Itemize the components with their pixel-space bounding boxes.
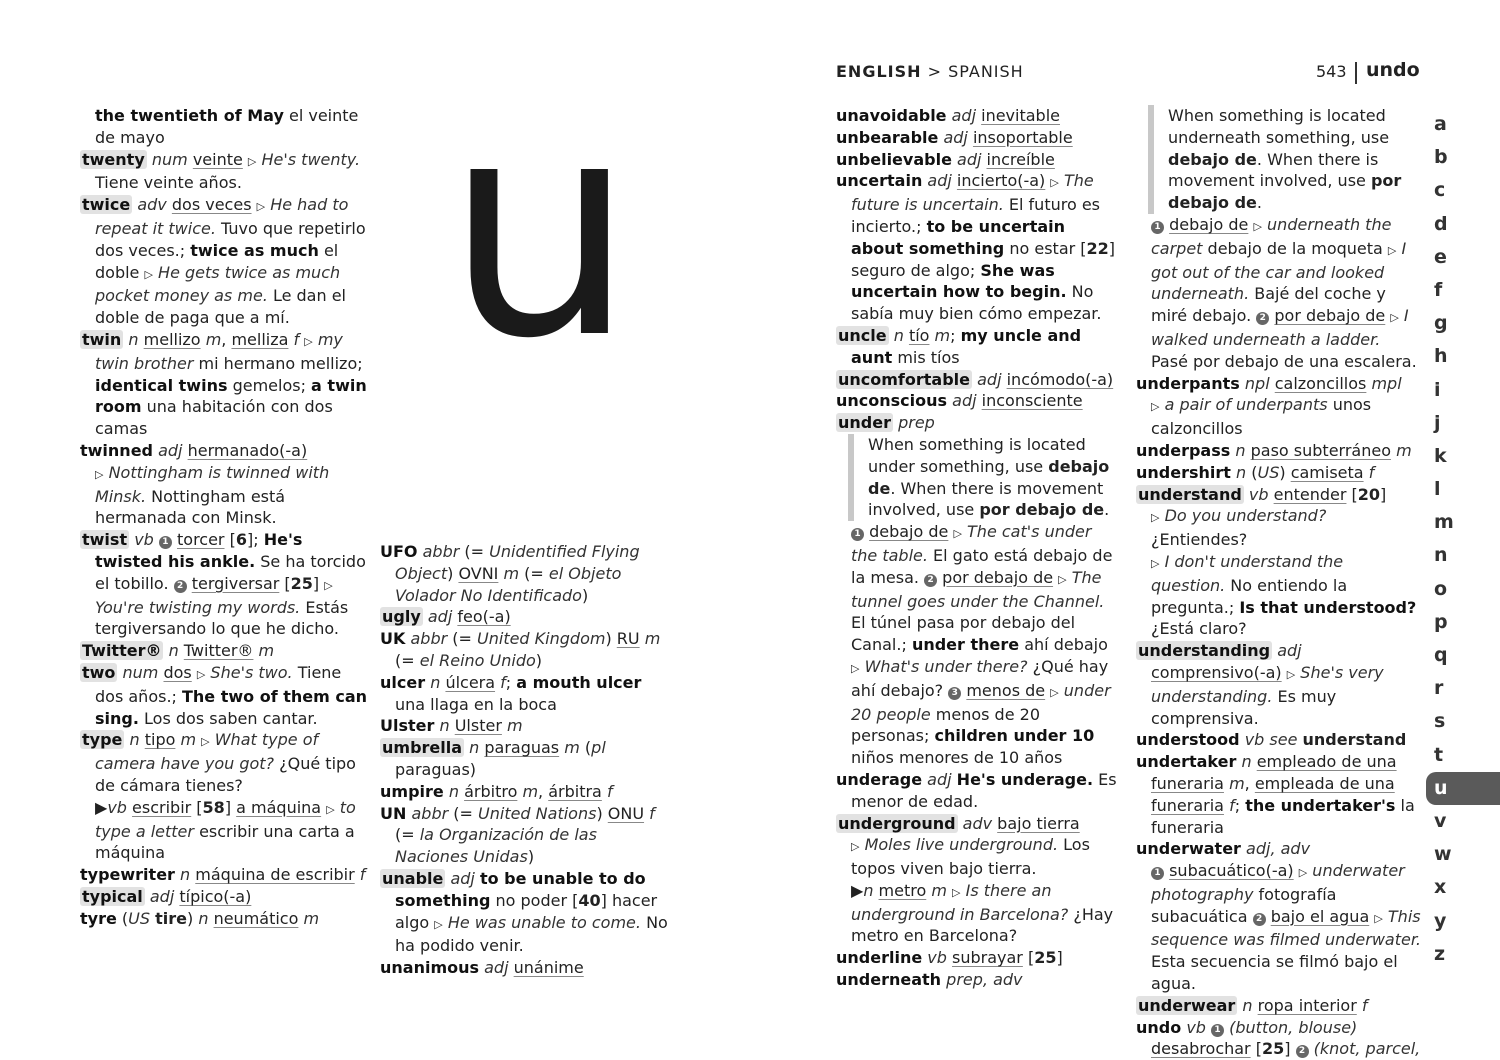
alphabet-index [1420, 108, 1500, 971]
index-tab-w[interactable]: w [1434, 843, 1452, 866]
entry-ugly: ugly adj feo(-a) [382, 607, 511, 627]
entry-under: under prep [838, 413, 935, 433]
index-tab-i[interactable]: i [1434, 378, 1441, 401]
index-tab-c[interactable]: c [1434, 179, 1446, 202]
index-tab-s[interactable]: s [1434, 710, 1446, 733]
entry-un: UN abbr (= United Nations) ONU f (= la Organización de las Naciones Unidas) [380, 803, 655, 867]
index-tab-y[interactable]: y [1434, 909, 1447, 932]
page-number: 543 [1316, 62, 1347, 81]
dictionary-column-1: the twentieth of May el veinte de mayo twenty num veinte ▷ He's twenty. Tiene veinte años. twice adv dos veces ▷ He had to repeat it twice. Tuvo que repetirlo dos veces.; twice as much el doble ▷ He gets twice as much pocket money as me. Le dan el doble de paga que a mí. twin n mellizo m, melliza f ▷ my twin brother mi hermano mellizo; identical twins gemelos; a twin room una habitación con dos camas twinned adj hermanado(-a) ▷ Nottingham is twinned with Minsk. Nottingham está hermanada con Minsk. twist vb 1 torcer [6]; He's twisted his ankle. Se ha torcido el tobillo. 2 tergiversar [25] ▷ You're twisting my words. Estás tergiversando lo que he dicho. Twitter® n Twitter® m two num dos ▷ She's two. Tiene dos años.; The two of them can sing. Los dos saben cantar. type n tipo m ▷ What type of camera have you got? ¿Qué tipo de cámara tienes? ▶vb escribir [58] a máquina ▷ to type a letter escribir una carta a máquina typewriter n máquina de escribir f typical adj típico(-a) tyre (US tire) n neumático m [80, 105, 370, 929]
entry-underpass: underpass n paso subterráneo m [1136, 440, 1412, 460]
index-tab-o[interactable]: o [1434, 577, 1448, 600]
entry-unanimous: unanimous adj unánime [380, 958, 584, 978]
entry-undertaker: undertaker n empleado de una funeraria m, empleada de una funeraria f; the undertaker's la funeraria [1136, 752, 1415, 837]
index-tab-z[interactable]: z [1434, 942, 1446, 965]
guide-word: undo [1366, 59, 1420, 81]
entry-underage: underage adj He's underage. Es menor de edad. [836, 769, 1117, 811]
index-tab-q[interactable]: q [1434, 644, 1448, 666]
index-tab-e[interactable]: e [1434, 245, 1447, 268]
index-tab-k[interactable]: k [1434, 444, 1447, 467]
running-header: ENGLISH > SPANISH [836, 62, 1024, 81]
index-tab-n[interactable]: n [1434, 544, 1448, 567]
usage-note: When something is located under something, use debajo de. When there is movement involved, use por debajo de. [848, 434, 1121, 521]
entry-ufo: UFO abbr (= Unidentified Flying Object) OVNI m (= el Objeto Volador No Identificado) [380, 542, 640, 605]
entry-umpire: umpire n árbitro m, árbitra f [380, 781, 613, 801]
index-tab-m[interactable]: m [1434, 511, 1454, 534]
index-tab-j[interactable]: j [1434, 411, 1441, 434]
header-divider [1355, 62, 1357, 84]
index-tab-p[interactable]: p [1434, 610, 1448, 633]
entry-typical: typical adj típico(-a) [82, 886, 252, 906]
usage-note: When something is located underneath something, use debajo de. When there is movement involved, use por debajo de. [1148, 105, 1421, 214]
entry-uncle: uncle n tío m; my uncle and aunt mis tíos [838, 325, 1082, 367]
dictionary-column-2 [380, 541, 670, 979]
index-tab-f[interactable]: f [1434, 278, 1443, 301]
entry-unavoidable: unavoidable adj inevitable [836, 106, 1060, 125]
entry-twice: twice adv dos veces ▷ He had to repeat it twice. Tuvo que repetirlo dos veces.; twice as much el doble ▷ He gets twice as much pocket money as me. Le dan el doble de paga que a mí. [82, 195, 366, 328]
index-tab-h[interactable]: h [1434, 345, 1448, 368]
entry-umbrella: umbrella n paraguas m (pl paraguas) [382, 738, 606, 779]
entry-uncomfortable: uncomfortable adj incómodo(-a) [838, 369, 1114, 389]
entry-unconscious: unconscious adj inconsciente [836, 391, 1083, 411]
index-tab-u-active[interactable]: u [1426, 772, 1500, 805]
entry-underwater: underwater adj, adv 1 subacuático(-a) ▷ underwater photography fotografía subacuática 2 bajo el agua ▷ This sequence was filmed underwater. Esta secuencia se filmó bajo el agua. [1136, 839, 1422, 994]
entry-two: two num dos ▷ She's two. Tiene dos años.; The two of them can sing. Los dos saben cantar. [82, 662, 368, 728]
index-tab-l[interactable]: l [1434, 478, 1441, 501]
entry-underpants: underpants npl calzoncillos mpl ▷ a pair of underpants unos calzoncillos [1136, 373, 1402, 439]
entry-twist: twist vb 1 torcer [6]; He's twisted his ankle. Se ha torcido el tobillo. 2 tergiversar [25] ▷ You're twisting my words. Estás tergiversando lo que he dicho. [82, 530, 366, 639]
index-tab-v[interactable]: v [1434, 809, 1447, 832]
index-tab-r[interactable]: r [1434, 677, 1444, 700]
entry-understand: understand vb entender [20] ▷ Do you understand? ¿Entiendes? ▷ I don't understand the question. No entiendo la pregunta.; Is that understood? ¿Está claro? [1138, 484, 1417, 639]
entry-uncertain: uncertain adj incierto(-a) ▷ The future is uncertain. El futuro es incierto.; to be uncertain about something no estar [22] seguro de algo; She was uncertain how to begin. No sabía muy bien cómo empezar. [836, 171, 1116, 324]
entry-understood: understood vb see understand [1136, 730, 1407, 750]
entry-type: type n tipo m ▷ What type of camera have you got? ¿Qué tipo de cámara tienes? ▶vb escribir [58] a máquina ▷ to type a letter escribir una carta a máquina [82, 730, 356, 863]
entry-uk: UK abbr (= United Kingdom) RU m (= el Reino Unido) [380, 629, 661, 670]
entry-ulster: Ulster n Ulster m [380, 716, 523, 736]
index-tab-d[interactable]: d [1434, 212, 1448, 235]
entry-underline: underline vb subrayar [25] [836, 948, 1063, 968]
index-tab-t[interactable]: t [1434, 743, 1444, 766]
entry-underground: underground adv bajo tierra ▷ Moles live underground. Los topos viven bajo tierra. ▶n metro m ▷ Is there an underground in Barcelona? ¿Hay metro en Barcelona? [838, 813, 1114, 946]
index-tab-x[interactable]: x [1434, 876, 1447, 899]
dictionary-column-4: When something is located underneath something, use debajo de. When there is movement involved, use por debajo de. 1 debajo de ▷ underneath the carpet debajo de la moqueta ▷ I got out of the car and looked underneath. Bajé del coche y miré debajo. 2 por debajo de ▷ I walked underneath a ladder. Pasé por debajo de una escalera. underpants npl calzoncillos mpl ▷ a pair of underpants unos calzoncillos underpass n paso subterráneo m undershirt n (US) camiseta f understand vb entender [20] ▷ Do you understand? ¿Entiendes? ▷ I don't understand the question. No entiendo la pregunta.; Is that understood? ¿Está claro? understanding adj comprensivo(-a) ▷ She's very understanding. Es muy comprensiva. understood vb see understand undertaker n empleado de una funeraria m, empleada de una funeraria f; the undertaker's la funeraria underwater adj, adv 1 subacuático(-a) ▷ underwater photography fotografía subacuática 2 bajo el agua ▷ This sequence was filmed underwater. Esta secuencia se filmó bajo el agua. underwear n ropa interior f undo vb 1 (button, blouse) desabrochar [25] 2 (knot, parcel, [1136, 106, 1422, 1059]
entry-unbelievable: unbelievable adj increíble [836, 149, 1055, 169]
entry-twinned: twinned adj hermanado(-a) ▷ Nottingham is twinned with Minsk. Nottingham está hermanada con Minsk. [80, 440, 330, 528]
entry-underwear: underwear n ropa interior f [1138, 995, 1368, 1015]
entry-understanding: understanding adj comprensivo(-a) ▷ She's very understanding. Es muy comprensiva. [1138, 641, 1384, 728]
entry-underneath: underneath prep, adv [836, 970, 1023, 990]
entry-unable: unable adj to be unable to do something no poder [40] hacer algo ▷ He was unable to come. No ha podido venir. [382, 868, 668, 956]
entry-unbearable: unbearable adj insoportable [836, 127, 1073, 147]
section-letter: u [445, 55, 636, 404]
dictionary-column-3: unavoidable adj inevitable unbearable adj insoportable unbelievable adj increíble uncertain adj incierto(-a) ▷ The future is uncertain. El futuro es incierto.; to be uncertain about something no estar [22] seguro de algo; She was uncertain how to begin. No sabía muy bien cómo empezar. uncle n tío m; my uncle and aunt mis tíos uncomfortable adj incómodo(-a) unconscious adj inconsciente under prep When something is located under something, use debajo de. When there is movement involved, use por debajo de. 1 debajo de ▷ The cat's under the table. El gato está debajo de la mesa. 2 por debajo de ▷ The tunnel goes under the Channel. El túnel pasa por debajo del Canal.; under there ahí debajo ▷ What's under there? ¿Qué hay ahí debajo? 3 menos de ▷ under 20 people menos de 20 personas; children under 10 niños menores de 10 años underage adj He's underage. Es menor de edad. underground adv bajo tierra ▷ Moles live underground. Los topos viven bajo tierra. ▶n metro m ▷ Is there an underground in Barcelona? ¿Hay metro en Barcelona? underline vb subrayar [25] underneath prep, adv [836, 105, 1121, 991]
entry-ulcer: ulcer n úlcera f; a mouth ulcer una llaga en la boca [380, 672, 642, 714]
entry-twin: twin n mellizo m, melliza f ▷ my twin brother mi hermano mellizo; identical twins gemelos; a twin room una habitación con dos camas [82, 329, 367, 439]
entry-undo: undo vb 1 (button, blouse) desabrochar [25] 2 (knot, parcel, [1136, 1017, 1421, 1059]
entry-typewriter: typewriter n máquina de escribir f [80, 865, 366, 885]
entry-undershirt: undershirt n (US) camiseta f [1136, 462, 1375, 482]
index-tab-a[interactable]: a [1434, 113, 1447, 135]
entry-twenty: twenty num veinte ▷ He's twenty. Tiene veinte años. [82, 149, 361, 193]
index-tab-b[interactable]: b [1434, 146, 1448, 169]
index-tab-g[interactable]: g [1434, 312, 1448, 335]
entry-tyre: tyre (US tire) n neumático m [80, 908, 320, 928]
entry-twitter: Twitter® n Twitter® m [82, 641, 275, 661]
